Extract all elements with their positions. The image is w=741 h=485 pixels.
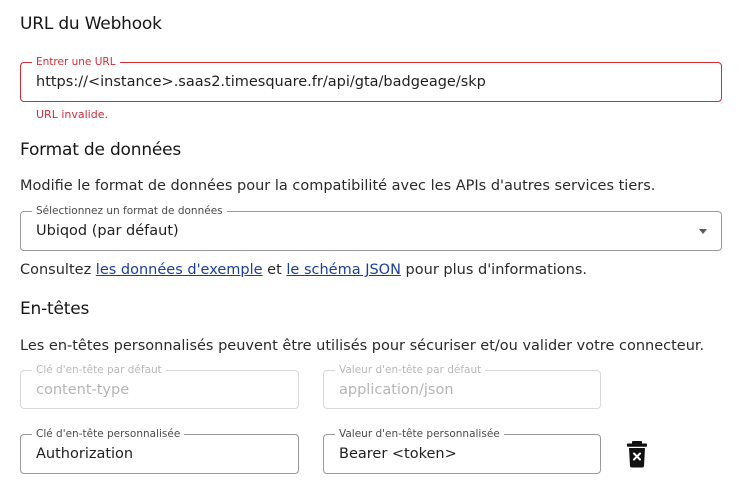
- delete-header-button[interactable]: [624, 439, 650, 469]
- caret-down-icon: [699, 229, 707, 234]
- custom-header-key-label: Clé d'en-tête personnalisée: [32, 428, 184, 440]
- default-header-key-label: Clé d'en-tête par défaut: [32, 364, 166, 376]
- consult-prefix: Consultez: [20, 262, 96, 278]
- custom-header-key-input[interactable]: Authorization: [36, 446, 134, 462]
- default-header-value-value: application/json: [339, 381, 454, 398]
- consult-suffix: pour plus d'informations.: [400, 262, 588, 278]
- webhook-heading: URL du Webhook: [20, 14, 162, 34]
- default-header-key-value: content-type: [36, 381, 130, 398]
- format-select-value: Ubiqod (par défaut): [36, 223, 179, 239]
- webhook-url-error: URL invalide.: [36, 108, 108, 121]
- default-header-key-field: [20, 364, 299, 409]
- webhook-url-field[interactable]: [20, 56, 722, 102]
- default-header-value-field: [323, 364, 601, 409]
- default-header-value-label: Valeur d'en-tête par défaut: [335, 364, 485, 376]
- headers-heading: En-têtes: [20, 299, 90, 319]
- trash-icon: [624, 439, 650, 469]
- format-consult-text: [20, 262, 587, 278]
- webhook-url-input[interactable]: https://<instance>.saas2.timesquare.fr/api/gta/badgeage/skp: [36, 74, 486, 90]
- headers-description: Les en-têtes personnalisés peuvent être utilisés pour sécuriser et/ou valider votre connecteur.: [20, 338, 705, 354]
- json-schema-link[interactable]: le schéma JSON: [286, 262, 401, 278]
- custom-header-key-field[interactable]: [20, 428, 299, 474]
- webhook-url-label: Entrer une URL: [32, 56, 120, 68]
- format-select[interactable]: [20, 205, 722, 251]
- consult-and: et: [262, 262, 287, 278]
- format-select-label: Sélectionnez un format de données: [32, 205, 227, 217]
- custom-header-value-field[interactable]: [323, 428, 601, 474]
- custom-header-value-label: Valeur d'en-tête personnalisée: [335, 428, 504, 440]
- custom-header-value-input[interactable]: Bearer <token>: [339, 446, 457, 462]
- format-description: Modifie le format de données pour la compatibilité avec les APIs d'autres services tiers.: [20, 178, 656, 194]
- example-data-link[interactable]: les données d'exemple: [95, 262, 263, 278]
- format-heading: Format de données: [20, 140, 182, 160]
